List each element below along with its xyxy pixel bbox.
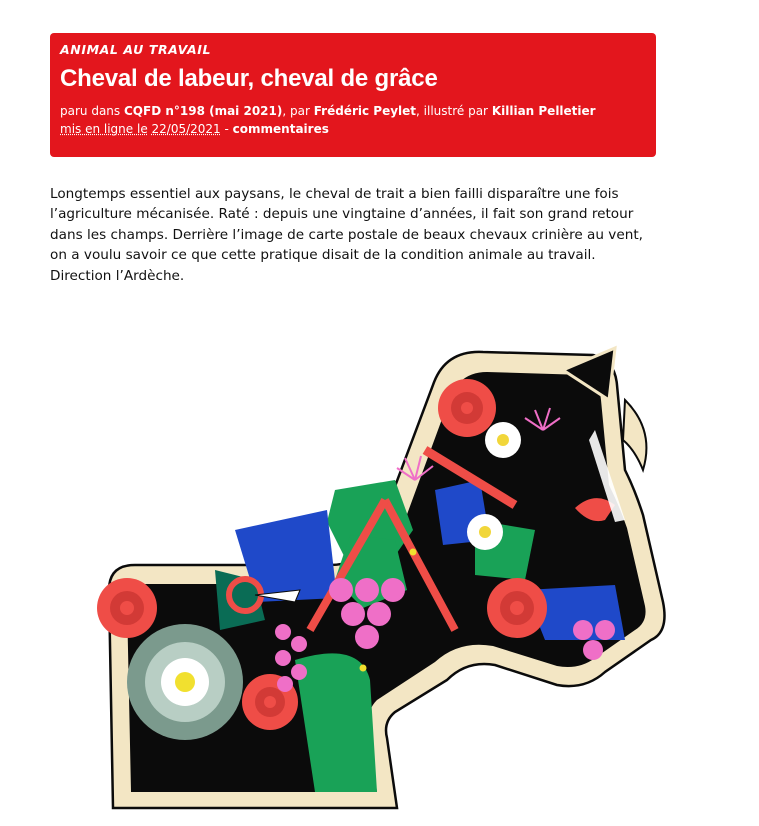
online-label: mis en ligne le [60,122,148,136]
article-meta [60,102,646,138]
article-header [50,33,656,157]
online-date: 22/05/2021 [151,122,221,136]
rose-flower [487,578,547,638]
author-link[interactable]: Frédéric Peylet [313,104,417,118]
illustrator-link[interactable]: Killian Pelletier [491,104,596,118]
rose-flower [97,578,157,638]
rose-flower [438,379,496,437]
yellow-dot [410,549,417,556]
horse-head-illustration [95,340,670,810]
illustrated-label: , illustré par [416,104,488,118]
by-label: , par [282,104,310,118]
article-kicker[interactable]: ANIMAL AU TRAVAIL [60,42,212,57]
article-title[interactable]: Cheval de labeur, cheval de grâce [60,65,438,92]
daisy-flower [467,514,503,550]
published-in-label: paru dans [60,104,121,118]
issue-link[interactable]: CQFD n°198 (mai 2021) [123,104,283,118]
meta-line-1 [60,102,646,120]
yellow-dot [360,665,367,672]
wheel [127,624,243,740]
horse-mane [623,400,646,470]
meta-separator: - [220,122,233,136]
daisy-flower [485,422,521,458]
meta-line-2 [60,120,646,138]
article-lead: Longtemps essentiel aux paysans, le cheval de trait a bien failli disparaître une fois l’agriculture mécanisée. Raté : depuis une vingtaine d’années, il fait son grand retour dans les champs. Derrière l’image de carte postale de beaux chevaux crinière au vent, on a voulu savoir ce que cette pratique disait de la condition animale au travail. Direction l’Ardèche. [50,186,643,284]
comments-link[interactable]: commentaires [232,122,329,136]
